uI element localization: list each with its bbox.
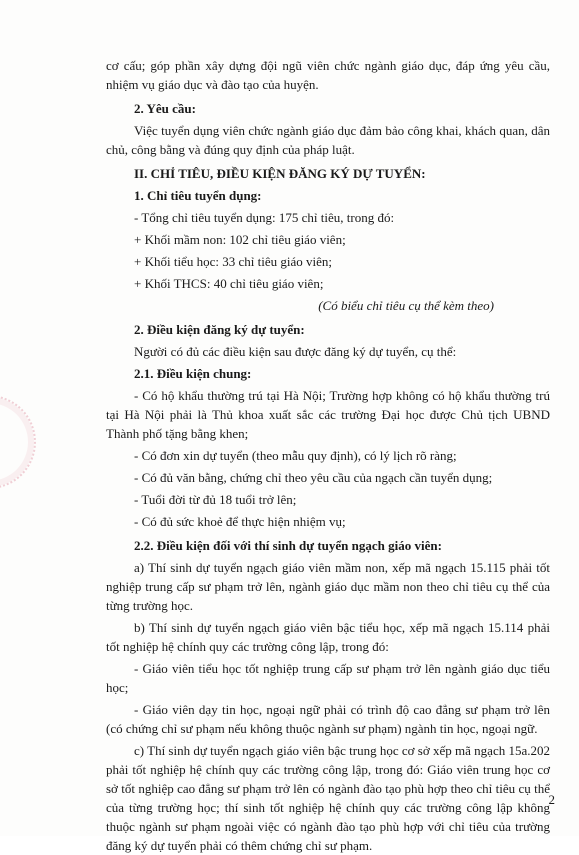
condition-health: - Có đủ sức khoẻ để thực hiện nhiệm vụ;	[134, 514, 346, 529]
heading-general-conditions: 2.1. Điều kiện chung:	[134, 366, 252, 381]
heading-teacher-conditions: 2.2. Điều kiện đối với thí sinh dự tuyển ngạch giáo viên:	[134, 538, 442, 553]
page-number: 2	[548, 792, 555, 807]
condition-primary-graduate: - Giáo viên tiểu học tốt nghiệp trung cấp sư phạm trở lên ngành giáo dục tiểu học;	[106, 661, 550, 695]
quota-kindergarten: + Khối mầm non: 102 chỉ tiêu giáo viên;	[134, 232, 346, 247]
heading-section-ii: II. CHỈ TIÊU, ĐIỀU KIỆN ĐĂNG KÝ DỰ TUYỂN:	[134, 166, 426, 181]
heading-requirements: 2. Yêu cầu:	[134, 101, 196, 116]
heading-conditions: 2. Điều kiện đăng ký dự tuyển:	[134, 322, 305, 337]
condition-primary-it-language: - Giáo viên dạy tin học, ngoại ngữ phải có trình độ cao đẳng sư phạm trở lên (có chứng chỉ sư phạm nếu không thuộc ngành sư phạm) ngành tin học, ngoại ngữ.	[106, 702, 550, 736]
condition-secondary: c) Thí sinh dự tuyển ngạch giáo viên bậc trung học cơ sở xếp mã ngạch 15a.202 phải tốt nghiệp hệ chính quy các trường công lập, trong đó: Giáo viên trung học cơ sở tốt nghiệp cao đẳng sư phạm trở lên có ngành đào tạo phù hợp theo chỉ tiêu cụ thể của từng trường học; thí sinh tốt nghiệp hệ chính quy các trường công lập không thuộc ngành sư phạm ngoài việc có ngành đào tạo phù hợp với chỉ tiêu của trường đăng ký dự tuyển phải có thêm chứng chỉ sư phạm.	[106, 743, 550, 853]
red-seal-edge	[0, 395, 36, 489]
heading-quota: 1. Chỉ tiêu tuyển dụng:	[134, 188, 262, 203]
condition-residence: - Có hộ khẩu thường trú tại Hà Nội; Trường hợp không có hộ khẩu thường trú tại Hà Nội phải là Thủ khoa xuất sắc các trường Đại học được Chủ tịch UBND Thành phố tặng bằng khen;	[106, 388, 550, 441]
paragraph-requirements: Việc tuyển dụng viên chức ngành giáo dục đảm bảo công khai, khách quan, dân chủ, công bằng và đúng quy định của pháp luật.	[106, 123, 550, 157]
quota-total: - Tổng chỉ tiêu tuyển dụng: 175 chỉ tiêu, trong đó:	[134, 210, 395, 225]
condition-primary: b) Thí sinh dự tuyển ngạch giáo viên bậc tiểu học, xếp mã ngạch 15.114 phải tốt nghiệp hệ chính quy các trường công lập, trong đó:	[106, 620, 550, 654]
condition-certificates: - Có đủ văn bằng, chứng chỉ theo yêu cầu của ngạch cần tuyển dụng;	[134, 470, 493, 485]
quota-note: (Có biểu chỉ tiêu cụ thể kèm theo)	[318, 298, 494, 313]
conditions-intro: Người có đủ các điều kiện sau được đăng ký dự tuyển, cụ thể:	[134, 344, 457, 359]
document-body	[106, 56, 550, 855]
condition-age: - Tuổi đời từ đủ 18 tuổi trở lên;	[134, 492, 297, 507]
condition-kindergarten: a) Thí sinh dự tuyển ngạch giáo viên mầm non, xếp mã ngạch 15.115 phải tốt nghiệp trung cấp sư phạm trở lên, ngành giáo dục mầm non theo chỉ tiêu cụ thể của từng trường học.	[106, 560, 550, 613]
paragraph-intro: cơ cấu; góp phần xây dựng đội ngũ viên chức ngành giáo dục, đáp ứng yêu cầu, nhiệm vụ giáo dục và đào tạo của huyện.	[106, 58, 550, 92]
condition-application: - Có đơn xin dự tuyển (theo mẫu quy định), có lý lịch rõ ràng;	[134, 448, 457, 463]
quota-primary: + Khối tiểu học: 33 chỉ tiêu giáo viên;	[134, 254, 332, 269]
quota-secondary: + Khối THCS: 40 chỉ tiêu giáo viên;	[134, 276, 324, 291]
